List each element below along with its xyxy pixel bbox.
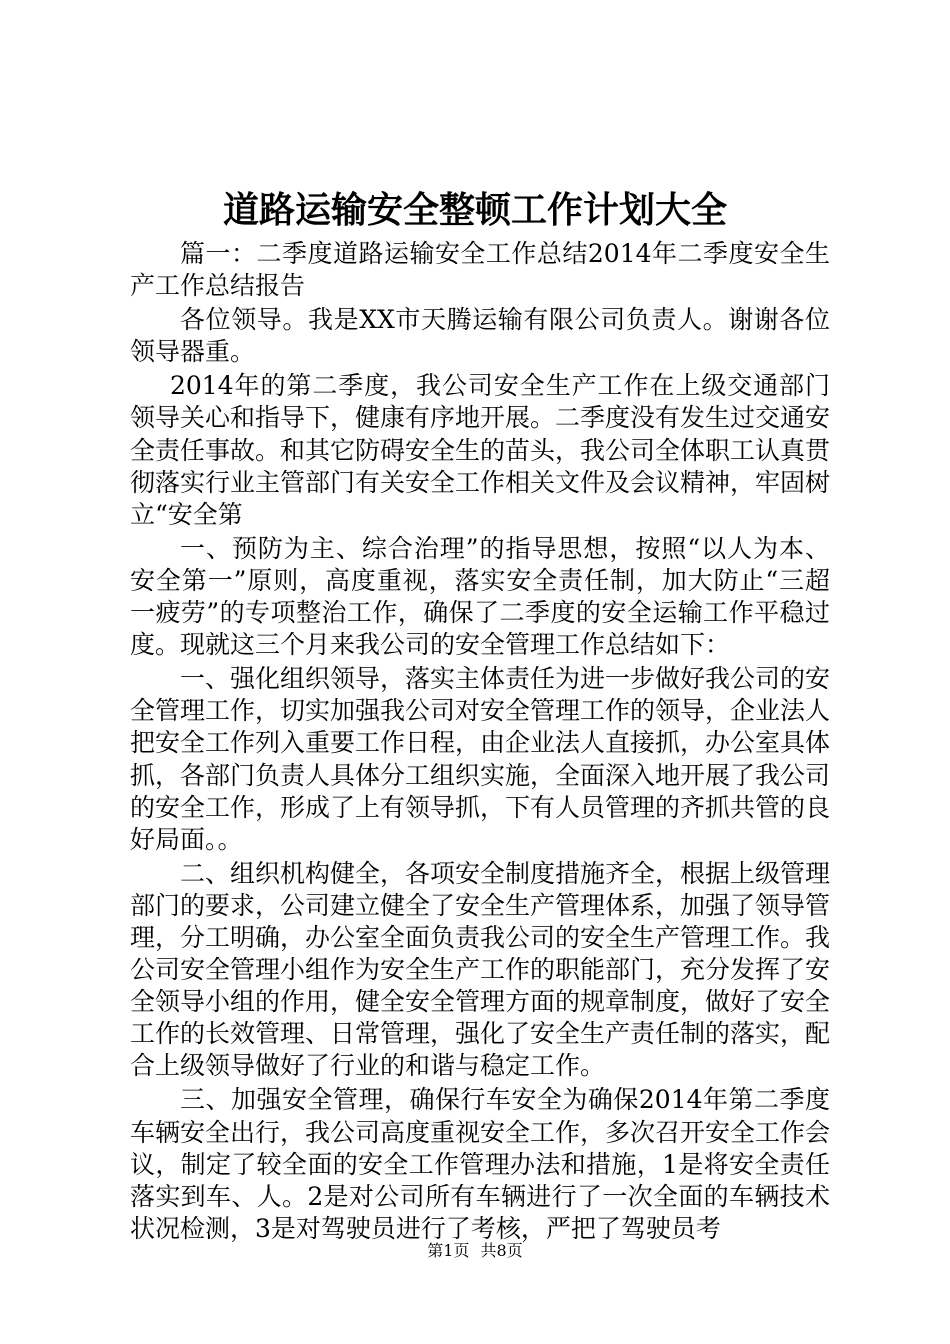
- page-number-current: 第1页: [427, 1241, 470, 1260]
- paragraph-5: 一、强化组织领导，落实主体责任为进一步做好我公司的安全管理工作，切实加强我公司对安全管理工作的领导，企业法人把安全工作列入重要工作日程，由企业法人直接抓，办公室具体抓，各部门负责人具体分工组织实施，全面深入地开展了我公司的安全工作，形成了上有领导抓，下有人员管理的齐抓共管的良好局面。。: [130, 664, 831, 854]
- page-footer: [0, 1240, 950, 1262]
- page-number-total: 共8页: [480, 1241, 523, 1260]
- document-body: [130, 238, 830, 1247]
- paragraph-2: 各位领导。我是XX市天腾运输有限公司负责人。谢谢各位领导器重。: [130, 305, 830, 367]
- paragraph-6: 二、组织机构健全，各项安全制度措施齐全，根据上级管理部门的要求，公司建立健全了安全生产管理体系，加强了领导管理，分工明确，办公室全面负责我公司的安全生产管理工作。我公司安全管理小组作为安全生产工作的职能部门，充分发挥了安全领导小组的作用，健全安全管理方面的规章制度，做好了安全工作的长效管理、日常管理，强化了安全生产责任制的落实，配合上级领导做好了行业的和谐与稳定工作。: [130, 858, 831, 1081]
- paragraph-4: 一、预防为主、综合治理”的指导思想，按照“以人为本、安全第一”原则，高度重视，落实安全责任制，加大防止“三超一疲劳”的专项整治工作，确保了二季度的安全运输工作平稳过度。现就这三个月来我公司的安全管理工作总结如下：: [130, 533, 830, 660]
- paragraph-3: 2014年的第二季度，我公司安全生产工作在上级交通部门领导关心和指导下，健康有序地开展。二季度没有发生过交通安全责任事故。和其它防碍安全生的苗头，我公司全体职工认真贯彻落实行业主管部门有关安全工作相关文件及会议精神，牢固树立“安全第: [130, 371, 831, 529]
- paragraph-1: 篇一：二季度道路运输安全工作总结2014年二季度安全生产工作总结报告: [130, 239, 830, 301]
- document-title: 道路运输安全整顿工作计划大全: [222, 189, 727, 231]
- paragraph-7: 三、加强安全管理，确保行车安全为确保2014年第二季度车辆安全出行，我公司高度重视安全工作，多次召开安全工作会议，制定了较全面的安全工作管理办法和措施，1是将安全责任落实到车、人。2是对公司所有车辆进行了一次全面的车辆技术状况检测，3是对驾驶员进行了考核，严把了驾驶员考: [130, 1085, 831, 1243]
